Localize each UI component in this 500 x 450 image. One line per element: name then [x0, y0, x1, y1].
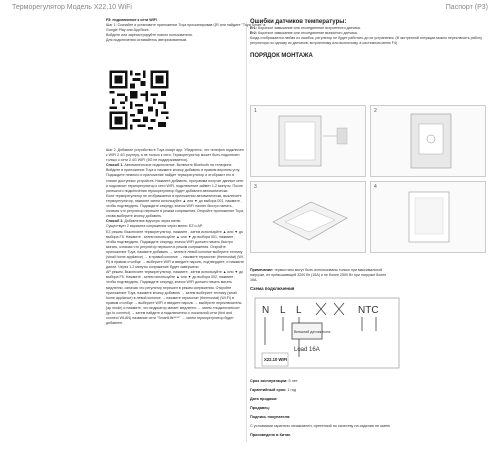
wifi-title: F5: подключение к сети WIFI: [106, 18, 157, 22]
mount-step-4: [370, 181, 486, 253]
step-number: 2: [374, 108, 377, 114]
wifi-step1: Шаг 1: Скачайте и установите приложение Tuya просканировав QR или найдите "Tuya Smart" в Google Play или AppStore.: [106, 23, 266, 33]
method2-ez: EZ режим. Выключите терморегулятор, нажмите , затем используйте ▲ или ▼ до выбора F5. Нажмите , затем используйте ▲ или ▼ до выбора 001, нажмите , чтобы подтвердить. Подождите секунду, значок WIFI должен начать быстро мигать, означая что регулятор перешел в режим сопряжения. Откройте приложение Tuya, нажмите добавить → затем в левой колонке выберите технику (small home appliance) → в правой колонке → нажмите термостат (thermostat) (Wi-Fi) в правом столбце → выберите WIFI и введите пароль, подтвердите, и нажмите далее. Через 1-2 минуты сопряжение будет завершено.: [106, 229, 244, 270]
sale-date-label: Дата продажи:: [250, 396, 278, 401]
method2-text2: Существует 2 варианта сопряжения через меню: EZ и AP.: [106, 224, 203, 229]
note-label: Примечание:: [250, 268, 274, 272]
wifi-methods: [106, 148, 244, 326]
mount-step-1: [250, 105, 366, 177]
qr-code: [107, 68, 171, 132]
mount-illustration-2: [371, 106, 485, 176]
method2-title: Способ 2.: [106, 219, 124, 224]
errors-section: [250, 18, 485, 60]
er2-code: Er2:: [250, 31, 257, 36]
wifi-step1c: Для подключения оставайтесь авторизованным.: [106, 38, 188, 43]
page-header: [12, 4, 488, 16]
method2-ap: AP режим. Выключите терморегулятор, нажмите , затем используйте ▲ или ▼ до выбора F5. Нажмите , затем используйте ▲ или ▼ до выбора 002, нажмите , чтобы подтвердить. Подождите секунду, значок WIFI должен начать мигать медленно, означая что регулятор перешел в режим сопряжения. Откройте приложение Tuya, нажмите кнопку добавить → затем выберите технику (small home appliance) в левой колонке → нажмите термостат (thermostat) (Wi-Fi) в правом столбце → выберите WIFI и введите пароль → выберите переключатель (ap mode) и нажмите, что индикатор мигает медленно → затем «подключиться» (go to connect) → затем найдите и подключитесь к локальной сети (find and connect WLAN) название сети "SmartLife****" → затем терморегулятор будет добавлен.: [106, 270, 244, 326]
errors-note: Когда отображается любая из ошибок, регулятор не будет работать до их устранения. (В экстренной ситуации можно переключить работу регулятора по одному из датчиков, встроенному или выносному, в системном меню F4): [250, 36, 483, 46]
mount-illustration-1: [251, 106, 365, 176]
er1-code: Er1:: [250, 26, 257, 30]
mount-step-2: [370, 105, 486, 177]
method1-text2: Если терморегулятор не отображается в приложении автоматически, выключите терморегулятор, нажмите затем используйте ▲ или ▼ до выбора 001, нажмите , чтобы подтвердить. Подождите секунду, значок WIFI начнет быстро мигать, означая что регулятор перешел в режим сопряжения. Откройте приложение Tuya, снова выберите кнопку добавить.: [106, 193, 244, 219]
warranty-label: Гарантийный срок:: [250, 387, 287, 392]
mount-illustration-3: [251, 182, 365, 252]
errors-title: Ошибки датчиков температуры:: [250, 19, 347, 25]
wiring-diagram: [254, 297, 400, 369]
seller-label: Продавец:: [250, 406, 270, 411]
method1-text: Автоматическое подключение. Включите Bluetooth на телефоне. Войдите в приложение Tuya и нажмите кнопку добавить в правом верхнем углу. Подождите немного и приложение найдет терморегулятор и отобразит его в списке доступных устройств. Нажмите добавить, программа получит данные сети и подключит терморегулятор к сети WIFI, подключение займет 1-2 минуты. После успешного подключения терморегулятор будет добавлен автоматически.: [106, 163, 244, 193]
load-label: Load 16A: [294, 347, 320, 353]
step-number: 1: [254, 108, 257, 114]
warranty-section: [250, 375, 485, 442]
terminal-n: N: [262, 305, 270, 316]
device-label: X22.10 WIFI: [264, 357, 288, 362]
mount-step-3: [250, 181, 366, 253]
terminal-l1: L: [280, 305, 286, 316]
er1-text: Короткое замыкание или отсоединение встроенного датчика.: [258, 26, 361, 30]
mount-illustration-4: [371, 182, 485, 252]
note-text: термостаты могут быть использованы только при максимальной нагрузке, не превышающей 3200 Вт (16А) и не более 2500 Вт при нагрузке более 16А.: [250, 268, 387, 283]
mount-title: ПОРЯДОК МОНТАЖА: [250, 53, 313, 60]
wifi-step2: Шаг 2. Добавьте устройство в Tuya смарт app. Убедитесь, что телефон подключен к WIFI 2.4G роутеру, а не только к сети. Терморегулятор может быть подключен только к сети 2.4G WIFI (5G не поддерживается).: [106, 148, 244, 163]
warranty-acknowledgement: С условиями гарантии ознакомлен, претензий по качеству на изделия не имею: [250, 424, 390, 429]
wifi-step1b: Войдите или зарегистрируйте нового пользователя.: [106, 33, 193, 38]
column-divider: [246, 22, 247, 442]
service-life-value: 5 лет: [288, 378, 298, 383]
method1-title: Способ 1.: [106, 163, 124, 168]
wiring-section: [250, 268, 390, 291]
step-number: 4: [374, 184, 377, 190]
wifi-instructions: [106, 18, 266, 43]
er2-text: Короткое замыкание или отсоединение выносного датчика.: [258, 31, 358, 36]
header-passport-label: Паспорт (P3): [445, 4, 488, 11]
wiring-title: Схема подключения: [250, 286, 295, 292]
terminal-l2: L: [296, 305, 302, 316]
header-title: Терморегулятор Модель X22.10 WiFi: [12, 4, 132, 11]
mounting-steps: [250, 105, 486, 260]
sensor-label: Внешний датчик пола: [294, 330, 331, 334]
service-life-label: Срок эксплуатации:: [250, 378, 288, 383]
buyer-signature-label: Подпись покупателя:: [250, 415, 291, 420]
terminal-ntc: NTC: [358, 305, 379, 316]
made-in-china: Произведено в Китае.: [250, 433, 292, 438]
method2-text: Добавление вручную через меню.: [124, 219, 182, 224]
step-number: 3: [254, 184, 257, 190]
warranty-value: 1 год: [287, 387, 297, 392]
